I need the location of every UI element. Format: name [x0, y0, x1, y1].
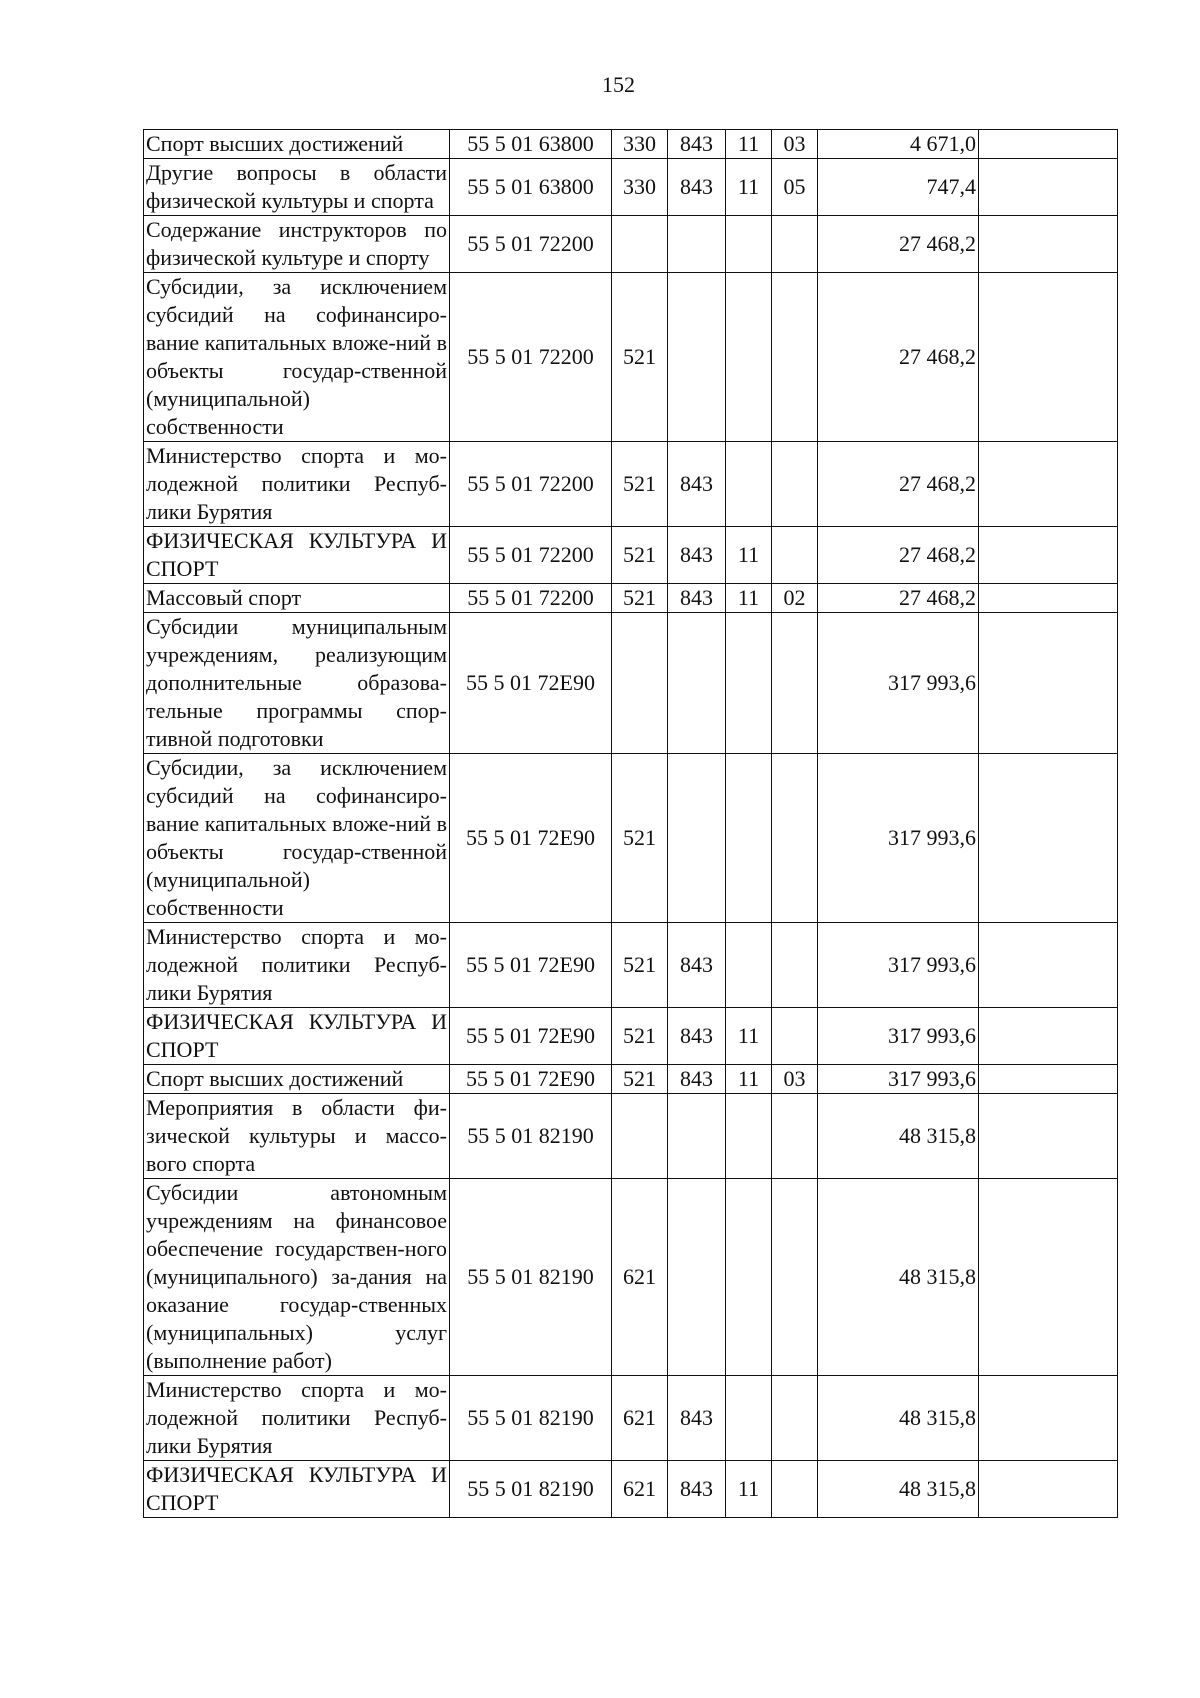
row-amount: 48 315,8 — [818, 1376, 979, 1461]
row-subsection: 03 — [772, 1065, 818, 1094]
row-section: 11 — [726, 1461, 772, 1518]
row-ministry-code: 843 — [668, 584, 726, 613]
row-section — [726, 613, 772, 754]
row-subsection — [772, 527, 818, 584]
row-ministry-code: 843 — [668, 1008, 726, 1065]
row-name: Содержание инструкторов по физической культуре и спорту — [144, 216, 450, 273]
row-subsection: 03 — [772, 130, 818, 159]
table-row — [144, 1065, 1118, 1094]
row-section: 11 — [726, 159, 772, 216]
row-subsection: 02 — [772, 584, 818, 613]
row-subsection — [772, 1461, 818, 1518]
row-ministry-code — [668, 1094, 726, 1179]
table-row — [144, 923, 1118, 1008]
row-expense-type: 521 — [612, 923, 668, 1008]
table-row — [144, 273, 1118, 442]
row-expense-type: 521 — [612, 527, 668, 584]
row-expense-type: 521 — [612, 584, 668, 613]
row-subsection — [772, 1376, 818, 1461]
row-empty-cell — [979, 1008, 1118, 1065]
row-empty-cell — [979, 754, 1118, 923]
row-expense-type: 621 — [612, 1179, 668, 1376]
row-target-code: 55 5 01 82190 — [450, 1376, 612, 1461]
row-subsection — [772, 754, 818, 923]
row-section — [726, 1376, 772, 1461]
row-target-code: 55 5 01 72Е90 — [450, 754, 612, 923]
table-row — [144, 130, 1118, 159]
row-subsection — [772, 613, 818, 754]
row-expense-type: 621 — [612, 1461, 668, 1518]
row-section — [726, 1094, 772, 1179]
row-expense-type: 330 — [612, 159, 668, 216]
row-amount: 317 993,6 — [818, 613, 979, 754]
row-target-code: 55 5 01 72200 — [450, 273, 612, 442]
table-row — [144, 527, 1118, 584]
row-target-code: 55 5 01 72Е90 — [450, 613, 612, 754]
row-ministry-code — [668, 754, 726, 923]
row-amount: 48 315,8 — [818, 1094, 979, 1179]
table-row — [144, 613, 1118, 754]
row-target-code: 55 5 01 82190 — [450, 1179, 612, 1376]
row-name: ФИЗИЧЕСКАЯ КУЛЬТУРА И СПОРТ — [144, 1008, 450, 1065]
row-ministry-code — [668, 216, 726, 273]
row-ministry-code: 843 — [668, 527, 726, 584]
row-amount: 317 993,6 — [818, 1065, 979, 1094]
row-name: ФИЗИЧЕСКАЯ КУЛЬТУРА И СПОРТ — [144, 527, 450, 584]
row-amount: 317 993,6 — [818, 923, 979, 1008]
table-row — [144, 1094, 1118, 1179]
row-empty-cell — [979, 159, 1118, 216]
row-amount: 27 468,2 — [818, 442, 979, 527]
row-ministry-code: 843 — [668, 130, 726, 159]
row-amount: 4 671,0 — [818, 130, 979, 159]
row-ministry-code — [668, 1179, 726, 1376]
row-amount: 48 315,8 — [818, 1461, 979, 1518]
table-row — [144, 159, 1118, 216]
row-name: Субсидии, за исключением субсидий на софинансиро-вание капитальных вложе-ний в объекты государ-ственной (муниципальной) собственности — [144, 754, 450, 923]
row-empty-cell — [979, 1065, 1118, 1094]
row-name: Министерство спорта и мо-лодежной политики Респуб-лики Бурятия — [144, 1376, 450, 1461]
row-expense-type: 521 — [612, 754, 668, 923]
row-name: Министерство спорта и мо-лодежной политики Респуб-лики Бурятия — [144, 923, 450, 1008]
row-target-code: 55 5 01 72Е90 — [450, 923, 612, 1008]
row-amount: 27 468,2 — [818, 216, 979, 273]
row-section: 11 — [726, 130, 772, 159]
row-name: Спорт высших достижений — [144, 1065, 450, 1094]
row-section: 11 — [726, 1008, 772, 1065]
table-row — [144, 1008, 1118, 1065]
row-target-code: 55 5 01 72Е90 — [450, 1008, 612, 1065]
row-empty-cell — [979, 1179, 1118, 1376]
row-empty-cell — [979, 613, 1118, 754]
row-target-code: 55 5 01 63800 — [450, 130, 612, 159]
row-name: Спорт высших достижений — [144, 130, 450, 159]
row-empty-cell — [979, 273, 1118, 442]
row-expense-type: 330 — [612, 130, 668, 159]
table-row — [144, 216, 1118, 273]
row-section — [726, 754, 772, 923]
row-empty-cell — [979, 923, 1118, 1008]
row-expense-type: 621 — [612, 1376, 668, 1461]
row-empty-cell — [979, 1461, 1118, 1518]
row-section — [726, 1179, 772, 1376]
row-name: Субсидии муниципальным учреждениям, реализующим дополнительные образова-тельные программы спор-тивной подготовки — [144, 613, 450, 754]
row-subsection — [772, 273, 818, 442]
row-name: Субсидии, за исключением субсидий на софинансиро-вание капитальных вложе-ний в объекты государ-ственной (муниципальной) собственности — [144, 273, 450, 442]
table-row — [144, 754, 1118, 923]
row-subsection — [772, 1094, 818, 1179]
row-empty-cell — [979, 130, 1118, 159]
row-target-code: 55 5 01 72200 — [450, 442, 612, 527]
table-row — [144, 584, 1118, 613]
row-amount: 747,4 — [818, 159, 979, 216]
row-expense-type — [612, 1094, 668, 1179]
row-amount: 48 315,8 — [818, 1179, 979, 1376]
row-ministry-code: 843 — [668, 923, 726, 1008]
row-amount: 317 993,6 — [818, 1008, 979, 1065]
row-target-code: 55 5 01 72200 — [450, 216, 612, 273]
row-amount: 27 468,2 — [818, 527, 979, 584]
row-target-code: 55 5 01 82190 — [450, 1461, 612, 1518]
row-expense-type: 521 — [612, 442, 668, 527]
page-number: 152 — [602, 72, 635, 97]
row-section: 11 — [726, 1065, 772, 1094]
row-name: Мероприятия в области фи-зической культуры и массо-вого спорта — [144, 1094, 450, 1179]
row-expense-type: 521 — [612, 1008, 668, 1065]
row-section — [726, 273, 772, 442]
row-target-code: 55 5 01 72Е90 — [450, 1065, 612, 1094]
row-section — [726, 442, 772, 527]
table-body — [144, 130, 1118, 1518]
row-empty-cell — [979, 1376, 1118, 1461]
row-empty-cell — [979, 216, 1118, 273]
table-row — [144, 1376, 1118, 1461]
row-empty-cell — [979, 527, 1118, 584]
row-subsection — [772, 1008, 818, 1065]
row-expense-type — [612, 216, 668, 273]
row-amount: 27 468,2 — [818, 273, 979, 442]
table-row — [144, 442, 1118, 527]
row-empty-cell — [979, 1094, 1118, 1179]
row-target-code: 55 5 01 72200 — [450, 527, 612, 584]
row-expense-type: 521 — [612, 273, 668, 442]
row-section — [726, 216, 772, 273]
row-subsection — [772, 923, 818, 1008]
row-expense-type: 521 — [612, 1065, 668, 1094]
row-empty-cell — [979, 584, 1118, 613]
row-target-code: 55 5 01 63800 — [450, 159, 612, 216]
row-name: ФИЗИЧЕСКАЯ КУЛЬТУРА И СПОРТ — [144, 1461, 450, 1518]
row-subsection — [772, 216, 818, 273]
row-expense-type — [612, 613, 668, 754]
row-amount: 27 468,2 — [818, 584, 979, 613]
row-ministry-code — [668, 613, 726, 754]
table-row — [144, 1179, 1118, 1376]
row-ministry-code: 843 — [668, 1065, 726, 1094]
row-section — [726, 923, 772, 1008]
row-name: Массовый спорт — [144, 584, 450, 613]
row-name: Субсидии автономным учреждениям на финансовое обеспечение государствен-ного (муниципального) за-дания на оказание государ-ственных (муниципальных) услуг (выполнение работ) — [144, 1179, 450, 1376]
budget-table — [143, 129, 1118, 1518]
row-target-code: 55 5 01 72200 — [450, 584, 612, 613]
row-subsection — [772, 1179, 818, 1376]
row-section: 11 — [726, 584, 772, 613]
row-target-code: 55 5 01 82190 — [450, 1094, 612, 1179]
row-section: 11 — [726, 527, 772, 584]
row-empty-cell — [979, 442, 1118, 527]
row-subsection: 05 — [772, 159, 818, 216]
table-row — [144, 1461, 1118, 1518]
row-ministry-code — [668, 273, 726, 442]
row-name: Другие вопросы в области физической культуры и спорта — [144, 159, 450, 216]
row-ministry-code: 843 — [668, 159, 726, 216]
row-ministry-code: 843 — [668, 1461, 726, 1518]
row-name: Министерство спорта и мо-лодежной политики Респуб-лики Бурятия — [144, 442, 450, 527]
row-ministry-code: 843 — [668, 442, 726, 527]
row-subsection — [772, 442, 818, 527]
row-amount: 317 993,6 — [818, 754, 979, 923]
row-ministry-code: 843 — [668, 1376, 726, 1461]
